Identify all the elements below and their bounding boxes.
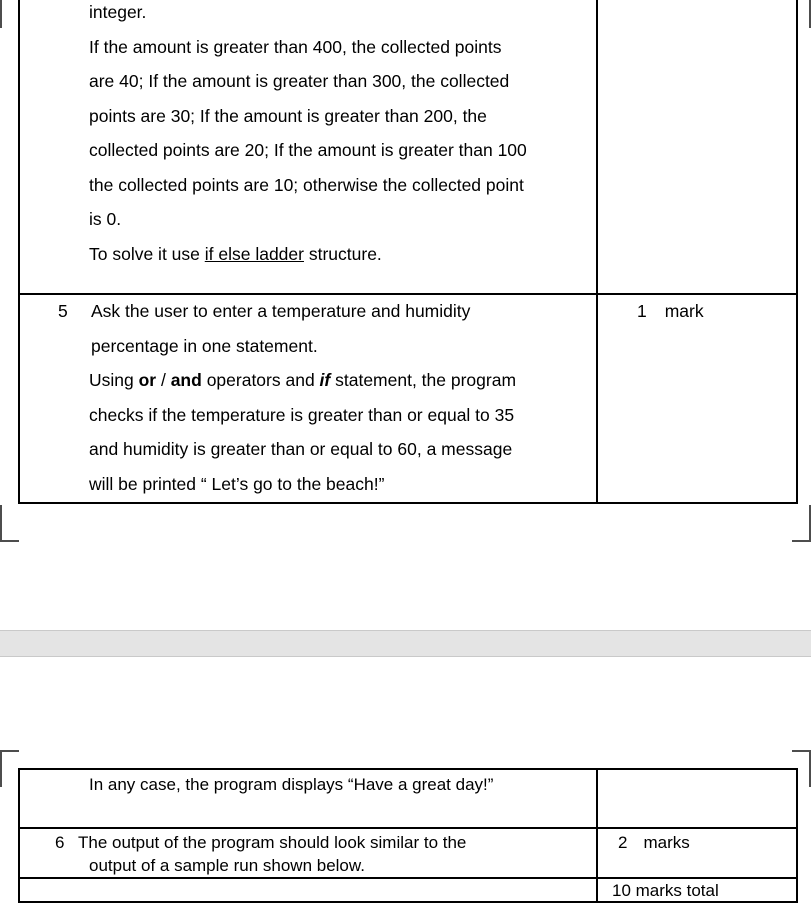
crop-mark: [0, 0, 2, 28]
table1-column-divider: [596, 0, 598, 504]
bold-text: and: [170, 370, 202, 390]
table2-row-divider: [18, 827, 798, 829]
crop-mark: [0, 750, 19, 752]
question5-number: 5: [58, 301, 68, 321]
text-line: If the amount is greater than 400, the collected points: [89, 36, 502, 57]
underlined-text: if else ladder: [204, 243, 304, 264]
crop-mark: [0, 505, 2, 542]
question4-text: [89, 0, 527, 271]
crop-mark: [792, 540, 811, 542]
table2-right-border: [796, 768, 798, 903]
text-line: points are 30; If the amount is greater than 200, the: [89, 105, 487, 126]
crop-mark: [0, 540, 19, 542]
question5-text: [91, 294, 516, 501]
marks-word: mark: [664, 301, 704, 321]
question5-marks: [637, 294, 704, 329]
table1-bottom-border: [18, 502, 798, 504]
question6-marks: [618, 831, 690, 854]
bold-text: or: [138, 370, 157, 390]
bold-italic-text: if: [319, 370, 331, 390]
text-line: is 0.: [89, 209, 122, 229]
text-segment: To solve it use: [89, 243, 205, 264]
text-segment: operators and: [201, 370, 320, 390]
total-marks-label: 10 marks total: [612, 881, 719, 900]
table1-right-border: [796, 0, 798, 504]
text-line: the collected points are 10; otherwise the collected point: [89, 174, 524, 195]
text-line: checks if the temperature is greater than or equal to 35: [89, 404, 515, 425]
text-segment: statement, the program: [330, 370, 517, 390]
marks-number: 2: [618, 833, 628, 852]
question5-continuation-line: In any case, the program displays “Have a great day!”: [89, 775, 494, 794]
text-segment: structure.: [303, 243, 382, 264]
crop-mark: [0, 750, 2, 787]
marks-number: 1: [637, 301, 647, 321]
text-line: collected points are 20; If the amount is greater than 100: [89, 140, 527, 160]
table2-column-divider: [596, 768, 598, 903]
text-line: integer.: [89, 2, 147, 22]
page-gap: [0, 630, 811, 657]
text-line: [89, 237, 527, 272]
text-segment: /: [156, 370, 171, 390]
text-segment: Using: [89, 370, 139, 390]
text-line: and humidity is greater than or equal to 60, a message: [89, 439, 513, 459]
text-line: percentage in one statement.: [91, 335, 318, 356]
text-line: will be printed “ Let’s go to the beach!”: [89, 473, 385, 494]
text-line: [89, 363, 516, 398]
table2-left-border: [18, 768, 20, 903]
table1-left-border: [18, 0, 20, 504]
text-line: The output of the program should look similar to the: [78, 833, 467, 852]
text-line: are 40; If the amount is greater than 300, the collected: [89, 71, 510, 91]
crop-mark: [792, 750, 811, 752]
table2-top-border: [18, 768, 798, 770]
question6-text: [78, 831, 466, 877]
question6-number: 6: [55, 833, 65, 852]
text-line: output of a sample run shown below.: [89, 856, 365, 875]
text-line: Ask the user to enter a temperature and humidity: [91, 301, 471, 321]
marks-word: marks: [643, 833, 690, 852]
